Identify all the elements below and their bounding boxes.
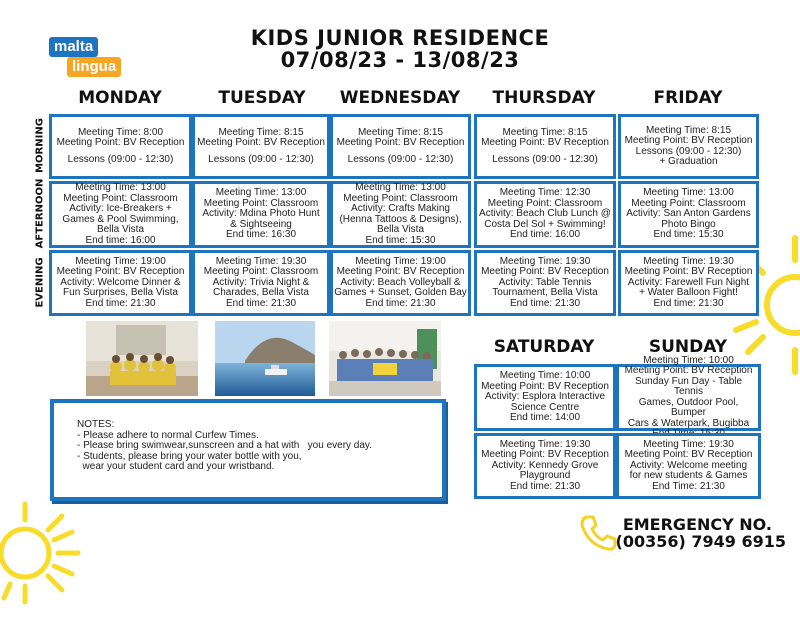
- photo-students-banner: [329, 321, 441, 396]
- schedule-line: Meeting Point: BV Reception: [624, 365, 753, 376]
- schedule-line: End time: 21:30: [225, 297, 297, 309]
- schedule-line: Meeting Time: 19:30: [499, 255, 591, 267]
- schedule-line: Meeting Time: 19:30: [215, 255, 307, 267]
- emergency-label: EMERGENCY NO.: [622, 515, 772, 534]
- schedule-cell-thursday-evening: [474, 250, 616, 316]
- schedule-line: Meeting Point: BV Reception: [624, 266, 753, 278]
- schedule-line: & Sightseeing: [230, 218, 292, 230]
- day-header-wednesday: WEDNESDAY: [339, 88, 461, 108]
- schedule-line: Meeting Point: Classroom: [631, 197, 746, 209]
- schedule-cell-wednesday-afternoon: [330, 181, 471, 248]
- schedule-line: End time: 15:30: [365, 234, 436, 246]
- schedule-cell-friday-afternoon: [618, 181, 759, 248]
- schedule-line: End time: 21:30: [85, 297, 156, 309]
- schedule-line: Games + Sunset, Golden Bay: [334, 287, 467, 299]
- schedule-line: End time: 16:30: [225, 229, 297, 241]
- schedule-line: Meeting Point: BV Reception: [481, 380, 609, 392]
- schedule-line: Games & Pool Swimming,: [62, 213, 179, 225]
- schedule-cell-saturday-day: [474, 364, 616, 431]
- schedule-line: Meeting Point: BV Reception: [336, 266, 465, 278]
- schedule-line: Meeting Time: 8:15: [502, 126, 588, 138]
- schedule-line: Meeting Time: 8:00: [77, 126, 164, 138]
- day-header-tuesday: TUESDAY: [218, 88, 306, 108]
- schedule-line: Lessons (09:00 - 12:30): [635, 145, 742, 157]
- schedule-line: End time: 21:30: [509, 297, 581, 309]
- schedule-line: Fun Surprises, Bella Vista: [63, 287, 178, 299]
- schedule-cell-sunday-evening: [616, 433, 761, 499]
- lessons-line: Lessons (09:00 - 12:30): [347, 153, 454, 165]
- schedule-line: Meeting Time: 8:15: [357, 126, 444, 138]
- schedule-cell-saturday-evening: [474, 433, 616, 499]
- photo-students-group: [86, 321, 198, 396]
- schedule-line: Meeting Time: 12:30: [499, 187, 591, 199]
- schedule-line: Activity: Welcome Dinner &: [60, 276, 181, 288]
- schedule-line: Meeting Point: BV Reception: [197, 137, 325, 149]
- schedule-cell-wednesday-morning: [330, 114, 471, 179]
- schedule-line: Meeting Point: BV Reception: [624, 135, 753, 146]
- schedule-line: Meeting Time: 19:30: [643, 255, 734, 267]
- schedule-line: Meeting Point: Classroom: [203, 266, 319, 278]
- schedule-line: Activity: Beach Club Lunch @: [479, 208, 611, 220]
- schedule-line: Activity: Ice-Breakers +: [69, 203, 172, 214]
- schedule-line: + Graduation: [659, 156, 718, 167]
- notes-heading: NOTES:: [77, 419, 115, 430]
- schedule-line: Science Centre: [510, 401, 580, 413]
- schedule-line: Meeting Time: 8:15: [645, 124, 732, 136]
- schedule-line: Meeting Time: 13:00: [215, 187, 307, 199]
- schedule-line: Meeting Point: BV Reception: [481, 137, 609, 149]
- period-label-afternoon: AFTERNOON: [34, 178, 46, 249]
- schedule-line: End time: 16:00: [85, 234, 156, 246]
- schedule-line: Photo Bingo: [661, 218, 716, 230]
- logo-word-malta: malta: [49, 37, 98, 57]
- period-label-morning: MORNING: [34, 118, 46, 173]
- notes-item: - Please adhere to normal Curfew Times.: [77, 429, 259, 441]
- schedule-line: Meeting Time: 13:00: [75, 182, 166, 193]
- title-line-1: KIDS JUNIOR RESIDENCE: [250, 26, 550, 50]
- schedule-line: Meeting Point: BV Reception: [481, 266, 609, 278]
- schedule-cell-friday-evening: [618, 250, 759, 316]
- schedule-line: Meeting Point: BV Reception: [56, 137, 185, 149]
- schedule-line: Meeting Time: 10:00: [643, 354, 734, 366]
- schedule-line: Cars & Waterpark, Bugibba: [627, 417, 750, 429]
- schedule-line: End time: 16:00: [509, 229, 581, 241]
- notes-panel: [50, 399, 446, 501]
- schedule-cell-tuesday-evening: [192, 250, 330, 316]
- schedule-line: Activity: Mdina Photo Hunt: [202, 208, 320, 220]
- notes-item: wear your student card and your wristband.: [77, 461, 275, 472]
- schedule-line: Activity: Crafts Making: [351, 203, 450, 214]
- schedule-line: End time: 14:00: [509, 412, 581, 424]
- schedule-line: End time: 15:30: [653, 229, 724, 241]
- schedule-line: Games, Outdoor Pool, Bumper: [638, 396, 739, 418]
- schedule-line: End time: 21:30: [509, 480, 581, 492]
- schedule-line: Meeting Point: BV Reception: [481, 449, 609, 461]
- schedule-line: Meeting Point: BV Reception: [336, 137, 465, 149]
- schedule-line: Charades, Bella Vista: [213, 287, 309, 299]
- page-title: [250, 27, 550, 71]
- schedule-line: End time: 21:30: [653, 297, 724, 309]
- schedule-line: Meeting Point: BV Reception: [624, 449, 753, 461]
- malta-lingua-logo: [49, 37, 131, 83]
- schedule-line: Meeting Time: 19:00: [355, 255, 446, 267]
- notes-item: - Please bring swimwear,sunscreen and a hat with you every day.: [77, 440, 372, 451]
- schedule-line: Meeting Time: 19:00: [75, 255, 166, 267]
- schedule-line: Activity: Farewell Fun Night: [627, 276, 750, 288]
- notes-item: - Students, please bring your water bottle with you,: [77, 450, 302, 462]
- schedule-cell-tuesday-afternoon: [192, 181, 330, 248]
- schedule-line: Meeting Point: Classroom: [63, 192, 178, 204]
- schedule-line: Meeting Time: 8:15: [218, 126, 304, 138]
- schedule-line: Bella Vista: [96, 224, 145, 235]
- schedule-cell-tuesday-morning: [192, 114, 330, 179]
- schedule-line: Activity: Beach Volleyball &: [340, 276, 461, 288]
- schedule-line: End Time: 21:30: [652, 480, 725, 492]
- schedule-line: End time: 21:30: [365, 297, 436, 309]
- schedule-cell-wednesday-evening: [330, 250, 471, 316]
- schedule-line: Meeting Point: Classroom: [343, 192, 458, 204]
- schedule-line: Activity: Esplora Interactive: [484, 391, 606, 403]
- schedule-line: (Henna Tattoos & Designs),: [339, 213, 462, 225]
- schedule-line: Meeting Time: 13:00: [643, 187, 734, 199]
- logo-word-lingua: lingua: [67, 57, 121, 77]
- schedule-line: Meeting Time: 19:30: [643, 438, 734, 450]
- schedule-line: + Water Balloon Fight!: [639, 287, 738, 299]
- day-header-friday: FRIDAY: [653, 88, 723, 108]
- day-header-sunday: SUNDAY: [648, 337, 728, 357]
- title-dates: 07/08/23 - 13/08/23: [280, 48, 520, 72]
- schedule-line: Meeting Time: 19:30: [499, 438, 591, 450]
- schedule-cell-monday-afternoon: [49, 181, 192, 248]
- schedule-cell-monday-morning: [49, 114, 192, 179]
- schedule-line: Sunday Fun Day - Table Tennis: [634, 375, 743, 397]
- schedule-line: Meeting Point: BV Reception: [56, 266, 185, 278]
- schedule-line: Activity: Trivia Night &: [212, 276, 310, 288]
- photo-boat-sea: [215, 321, 315, 396]
- period-label-evening: EVENING: [34, 257, 46, 308]
- schedule-line: Activity: Welcome meeting: [629, 459, 748, 471]
- schedule-cell-thursday-afternoon: [474, 181, 616, 248]
- emergency-number: (00356) 7949 6915: [615, 532, 786, 551]
- sun-left-icon: [0, 498, 90, 618]
- lessons-line: Lessons (09:00 - 12:30): [67, 153, 174, 165]
- schedule-line: Meeting Point: Classroom: [203, 197, 319, 209]
- lessons-line: Lessons (09:00 - 12:30): [208, 153, 314, 165]
- schedule-line: Meeting Time: 13:00: [355, 182, 446, 193]
- day-header-saturday: SATURDAY: [493, 337, 595, 357]
- schedule-line: for new students & Games: [629, 470, 748, 482]
- schedule-line: Meeting Time: 10:00: [499, 370, 591, 382]
- schedule-line: Activity: San Anton Gardens: [626, 208, 751, 220]
- day-header-thursday: THURSDAY: [492, 88, 596, 108]
- schedule-cell-friday-morning: [618, 114, 759, 179]
- lessons-line: Lessons (09:00 - 12:30): [492, 153, 598, 165]
- emergency-block: [610, 516, 786, 550]
- schedule-line: Playground: [519, 470, 571, 482]
- schedule-line: Meeting Point: Classroom: [487, 197, 603, 209]
- schedule-cell-monday-evening: [49, 250, 192, 316]
- schedule-line: Costa Del Sol + Swimming!: [484, 218, 606, 230]
- schedule-line: Tournament, Bella Vista: [492, 287, 598, 299]
- schedule-cell-sunday-day: [616, 354, 761, 431]
- schedule-line: Activity: Kennedy Grove: [491, 459, 599, 471]
- schedule-cell-thursday-morning: [474, 114, 616, 179]
- day-header-monday: MONDAY: [78, 88, 162, 108]
- schedule-line: Bella Vista: [376, 224, 425, 235]
- schedule-line: Activity: Table Tennis: [498, 276, 592, 288]
